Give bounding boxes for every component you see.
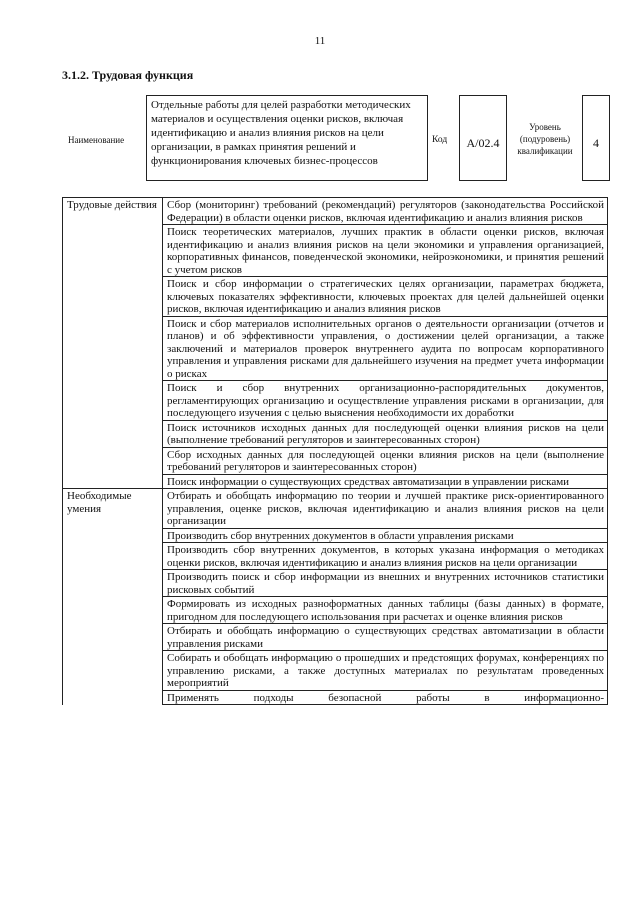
skill-item: Производить сбор внутренних документов, в которых указана информация о методиках оценки рисков, включая идентификацию и анализ влияния рисков на цели организации bbox=[163, 543, 608, 570]
table-row bbox=[63, 198, 608, 225]
labor-action-item: Сбор (мониторинг) требований (рекомендаций) регуляторов (законодательства Российской Федерации) в области оценки рисков, включая идентификацию и анализ влияния рисков bbox=[163, 198, 608, 225]
function-table bbox=[62, 197, 608, 705]
skill-item: Производить поиск и сбор информации из внешних и внутренних источников статистики рисковых событий bbox=[163, 570, 608, 597]
page-number: 11 bbox=[314, 35, 326, 47]
code-value: A/02.4 bbox=[459, 95, 507, 181]
labor-action-item: Поиск и сбор материалов исполнительных органов о деятельности организации (отчетов и планов) и об эффективности управления, о достижении целей организации, а также заключений и материалов проверок внутреннего аудита по вопросам корпоративного управления и управления рисками для дальнейшего изучения на предмет учета информации о рисках bbox=[163, 316, 608, 381]
skill-item: Собирать и обобщать информацию о прошедших и предстоящих форумах, конференциях по управлению рисками, а также доступных материалах по результатам проведенных мероприятий bbox=[163, 651, 608, 691]
labor-actions-label: Трудовые действия bbox=[63, 198, 163, 489]
name-value: Отдельные работы для целей разработки методических материалов и осуществления оценки рисков, включая идентификацию и анализ влияния рисков на цели организации, в рамках принятия решений и функционирования ключевых бизнес-процессов bbox=[146, 95, 428, 181]
labor-action-item: Поиск и сбор внутренних организационно-распорядительных документов, регламентирующих организацию и осуществление управления рисками в организации, для последующего изучения с целью выяснения необходимости их доработки bbox=[163, 381, 608, 421]
code-label: Код bbox=[432, 135, 448, 145]
skill-item: Применять подходы безопасной работы в информационно- bbox=[163, 690, 608, 705]
name-label: Наименование bbox=[68, 135, 125, 145]
section-title: 3.1.2. Трудовая функция bbox=[62, 68, 194, 82]
level-label: Уровень (подуровень) квалификации bbox=[517, 122, 573, 156]
function-header bbox=[62, 95, 610, 190]
labor-action-item: Поиск теоретических материалов, лучших практик в области оценки рисков, включая идентификацию и анализ влияния рисков на цели экономики и управления организацией, корпоративных финансов, поведенческой экономики, нейроэкономики, и принятия решений с учетом рисков bbox=[163, 225, 608, 277]
level-value: 4 bbox=[582, 95, 610, 181]
required-skills-label: Необходимые умения bbox=[63, 489, 163, 705]
skill-item: Производить сбор внутренних документов в области управления рисками bbox=[163, 528, 608, 543]
labor-action-item: Поиск информации о существующих средствах автоматизации в управлении рисками bbox=[163, 474, 608, 489]
skill-item: Отбирать и обобщать информацию о существующих средствах автоматизации в области управления рисками bbox=[163, 624, 608, 651]
labor-action-item: Поиск и сбор информации о стратегических целях организации, параметрах бюджета, ключевых показателях эффективности, ключевых проектах для целей дальнейшей оценки рисков, включая идентификацию и анализ влияния рисков bbox=[163, 277, 608, 317]
skill-item: Формировать из исходных разноформатных данных таблицы (базы данных) в формате, пригодном для последующего использования при расчетах и оценке влияния рисков bbox=[163, 597, 608, 624]
table-row bbox=[63, 489, 608, 529]
labor-action-item: Сбор исходных данных для последующей оценки влияния рисков на цели (выполнение требований регуляторов и заинтересованных сторон) bbox=[163, 447, 608, 474]
skill-item: Отбирать и обобщать информацию по теории и лучшей практике риск-ориентированного управления, оценке рисков, включая идентификацию и анализ влияния рисков на цели организации bbox=[163, 489, 608, 529]
labor-action-item: Поиск источников исходных данных для последующей оценки влияния рисков на цели (выполнение требований регуляторов и заинтересованных сторон) bbox=[163, 420, 608, 447]
